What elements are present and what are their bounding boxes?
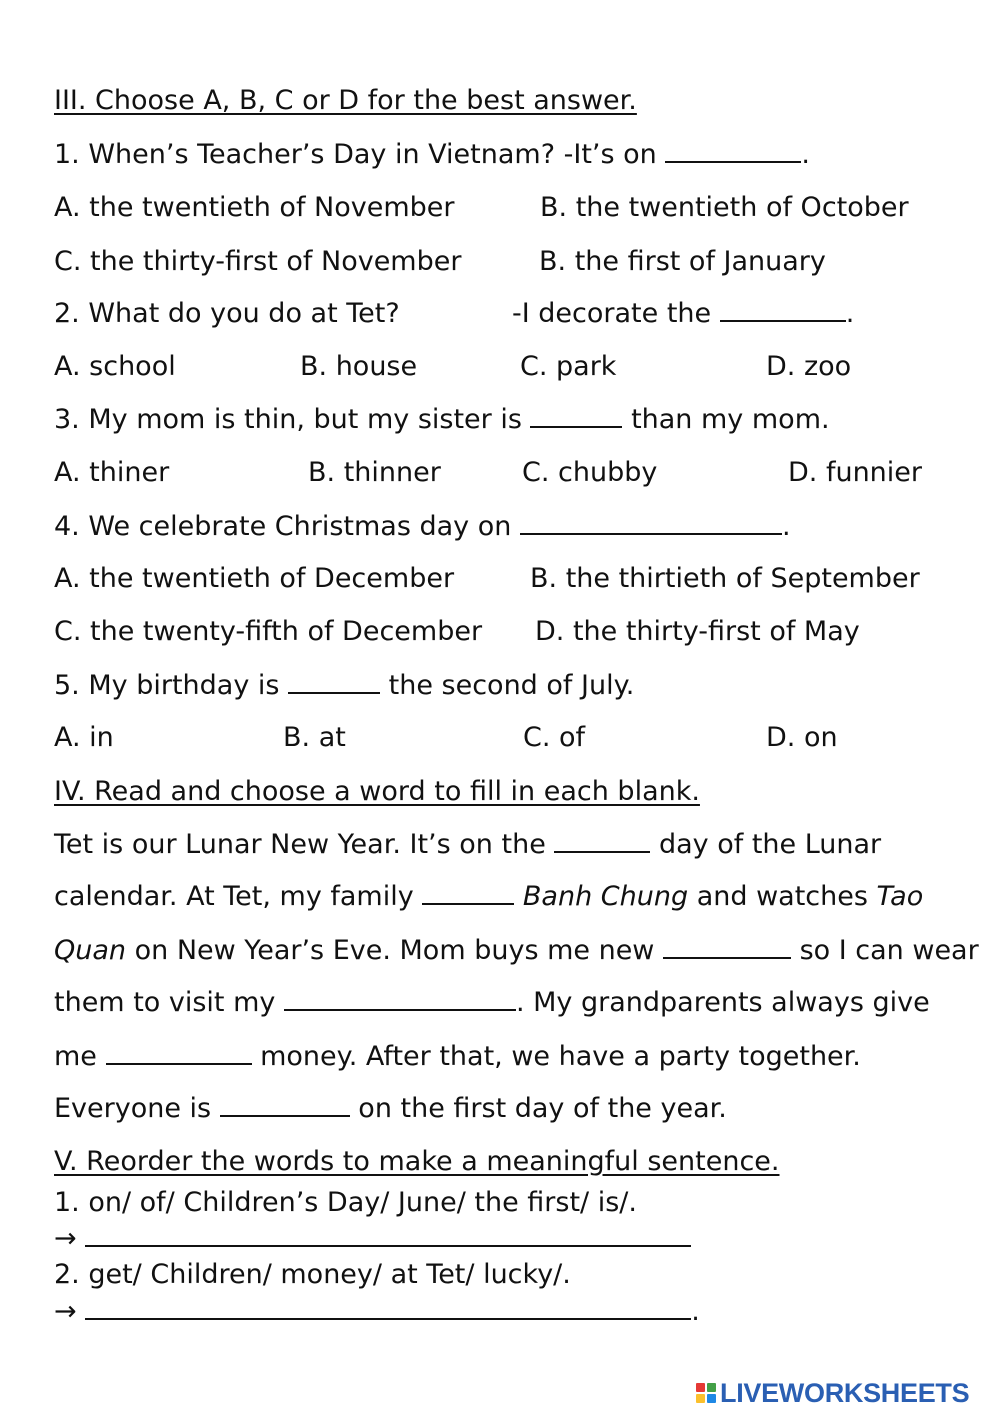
question-2-answer xyxy=(512,297,854,331)
passage-blank-6[interactable] xyxy=(220,1093,350,1117)
reorder-answer-1-blank[interactable] xyxy=(85,1223,691,1247)
question-4-text: 4. We celebrate Christmas day on xyxy=(54,511,520,542)
logo-block-green xyxy=(707,1383,716,1392)
question-2-end: . xyxy=(845,298,855,329)
section-3-heading: III. Choose A, B, C or D for the best answer. xyxy=(54,85,637,116)
passage-3-text-b: so I can wear xyxy=(790,935,979,966)
passage-blank-2[interactable] xyxy=(422,881,514,905)
logo-block-yellow xyxy=(696,1394,705,1403)
question-5 xyxy=(54,669,634,703)
passage-line-6 xyxy=(54,1092,727,1126)
question-5-text-b: the second of July. xyxy=(380,670,635,701)
passage-5-text-a: me xyxy=(54,1041,106,1072)
q1-option-b[interactable]: B. the twentieth of October xyxy=(540,192,909,223)
q3-option-b[interactable]: B. thinner xyxy=(308,457,441,488)
question-4-blank[interactable] xyxy=(520,511,782,535)
question-4-end: . xyxy=(781,511,791,542)
brand-name: LIVEWORKSHEETS xyxy=(720,1377,970,1408)
logo-block-red xyxy=(696,1383,705,1392)
q5-option-b[interactable]: B. at xyxy=(283,722,346,753)
question-1-blank[interactable] xyxy=(665,139,801,163)
q2-option-b[interactable]: B. house xyxy=(300,351,418,382)
passage-blank-4[interactable] xyxy=(284,987,516,1011)
passage-line-5 xyxy=(54,1040,861,1074)
passage-italic-quan: Quan xyxy=(54,935,127,966)
q5-option-d[interactable]: D. on xyxy=(766,722,838,753)
passage-2-text-b: and watches xyxy=(688,881,877,912)
liveworksheets-logo xyxy=(696,1376,996,1410)
q4-option-a[interactable]: A. the twentieth of December xyxy=(54,563,455,594)
reorder-answer-2-end: . xyxy=(691,1296,700,1327)
question-3-text-b: than my mom. xyxy=(622,404,830,435)
q5-option-a[interactable]: A. in xyxy=(54,722,114,753)
reorder-answer-2 xyxy=(54,1295,700,1329)
question-5-blank[interactable] xyxy=(288,670,380,694)
question-2-blank[interactable] xyxy=(720,298,846,322)
passage-1-text-a: Tet is our Lunar New Year. It’s on the xyxy=(54,829,555,860)
q4-option-b[interactable]: B. the thirtieth of September xyxy=(530,563,920,594)
question-5-text-a: 5. My birthday is xyxy=(54,670,289,701)
question-1 xyxy=(54,138,810,172)
question-3-blank[interactable] xyxy=(530,404,622,428)
logo-blocks-icon xyxy=(696,1383,716,1403)
passage-4-text-b: . My grandparents always give xyxy=(515,987,930,1018)
passage-line-4 xyxy=(54,986,930,1020)
passage-line-1 xyxy=(54,828,881,862)
question-1-text: 1. When’s Teacher’s Day in Vietnam? -It’s on xyxy=(54,139,666,170)
passage-4-text-a: them to visit my xyxy=(54,987,284,1018)
passage-1-text-b: day of the Lunar xyxy=(650,829,882,860)
passage-italic-banh-chung: Banh Chung xyxy=(522,881,689,912)
passage-line-2 xyxy=(54,880,923,914)
section-4-heading: IV. Read and choose a word to fill in each blank. xyxy=(54,776,700,807)
q2-option-a[interactable]: A. school xyxy=(54,351,176,382)
q3-option-d[interactable]: D. funnier xyxy=(788,457,923,488)
passage-6-text-b: on the first day of the year. xyxy=(349,1093,727,1124)
passage-blank-1[interactable] xyxy=(554,829,650,853)
q2-option-d[interactable]: D. zoo xyxy=(766,351,852,382)
q1-option-a[interactable]: A. the twentieth of November xyxy=(54,192,455,223)
q4-option-c[interactable]: C. the twenty-fifth of December xyxy=(54,616,483,647)
passage-5-text-b: money. After that, we have a party together. xyxy=(251,1041,861,1072)
arrow-icon: → xyxy=(54,1296,77,1327)
q4-option-d[interactable]: D. the thirty-first of May xyxy=(535,616,860,647)
passage-blank-3[interactable] xyxy=(663,935,791,959)
q1-option-d[interactable]: B. the first of January xyxy=(539,246,826,277)
q1-option-c[interactable]: C. the thirty-first of November xyxy=(54,246,462,277)
passage-2-text-a: calendar. At Tet, my family xyxy=(54,881,423,912)
question-3-text-a: 3. My mom is thin, but my sister is xyxy=(54,404,531,435)
arrow-icon: → xyxy=(54,1223,77,1254)
question-2-answer-text: -I decorate the xyxy=(512,298,720,329)
passage-3-text-a: on New Year’s Eve. Mom buys me new xyxy=(126,935,663,966)
reorder-answer-1 xyxy=(54,1222,691,1256)
q5-option-c[interactable]: C. of xyxy=(523,722,586,753)
reorder-answer-2-blank[interactable] xyxy=(85,1296,691,1320)
logo-block-blue xyxy=(707,1394,716,1403)
question-3 xyxy=(54,403,830,437)
passage-blank-5[interactable] xyxy=(106,1041,252,1065)
passage-italic-tao: Tao xyxy=(876,881,924,912)
q3-option-c[interactable]: C. chubby xyxy=(522,457,658,488)
q2-option-c[interactable]: C. park xyxy=(520,351,617,382)
section-5-heading: V. Reorder the words to make a meaningful sentence. xyxy=(54,1146,780,1177)
reorder-question-1: 1. on/ of/ Children’s Day/ June/ the first/ is/. xyxy=(54,1187,637,1218)
q3-option-a[interactable]: A. thiner xyxy=(54,457,170,488)
question-2: 2. What do you do at Tet? xyxy=(54,298,400,329)
passage-line-3 xyxy=(54,934,979,968)
question-1-end: . xyxy=(801,139,810,170)
question-4 xyxy=(54,510,791,544)
reorder-question-2: 2. get/ Children/ money/ at Tet/ lucky/. xyxy=(54,1259,571,1290)
passage-6-text-a: Everyone is xyxy=(54,1093,220,1124)
